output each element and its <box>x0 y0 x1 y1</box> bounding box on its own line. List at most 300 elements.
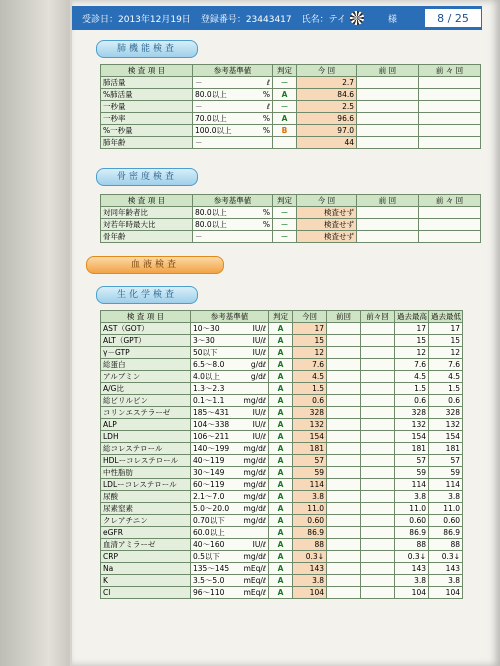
reference-unit: mg/dℓ <box>243 467 266 477</box>
previous-result <box>357 137 419 149</box>
before-previous-result <box>361 539 395 551</box>
reference-range: 4.0以上 <box>193 371 220 381</box>
previous-result <box>327 431 361 443</box>
reference-value <box>191 563 269 575</box>
patient-name: 氏名：テイ <box>301 14 346 25</box>
previous-result <box>327 491 361 503</box>
current-result: 0.3↓ <box>293 551 327 563</box>
reference-range: 40～119 <box>193 455 225 465</box>
current-result: 97.0 <box>297 125 357 137</box>
highest-result: 57 <box>395 455 429 467</box>
current-result: 1.5 <box>293 383 327 395</box>
before-previous-result <box>361 407 395 419</box>
judgement: A <box>269 443 293 455</box>
table-row <box>101 407 463 419</box>
before-previous-result <box>361 587 395 599</box>
highest-result: 4.5 <box>395 371 429 383</box>
reference-value <box>191 359 269 371</box>
test-item: %一秒量 <box>101 125 193 137</box>
before-previous-result <box>361 419 395 431</box>
reference-range: 0.1～1.1 <box>193 395 225 405</box>
test-item: 一秒率 <box>101 113 193 125</box>
reference-value <box>191 431 269 443</box>
previous-result <box>327 539 361 551</box>
current-result: 57 <box>293 455 327 467</box>
biochemistry-table <box>100 310 463 599</box>
column-header: 検 査 項 目 <box>101 195 193 207</box>
table-row <box>101 395 463 407</box>
judgement: － <box>273 101 297 113</box>
reference-range: 135～145 <box>193 563 230 573</box>
previous-result <box>357 89 419 101</box>
current-result: 検査せず <box>297 219 357 231</box>
previous-result <box>357 113 419 125</box>
before-previous-result <box>419 89 481 101</box>
highest-result: 7.6 <box>395 359 429 371</box>
before-previous-result <box>361 371 395 383</box>
current-result: 0.60 <box>293 515 327 527</box>
lowest-result: 4.5 <box>429 371 463 383</box>
reference-range: 3～30 <box>193 335 215 345</box>
before-previous-result <box>361 491 395 503</box>
reference-unit: IU/ℓ <box>252 347 266 357</box>
judgement: A <box>269 551 293 563</box>
lowest-result: 57 <box>429 455 463 467</box>
lowest-result: 154 <box>429 431 463 443</box>
lowest-result: 12 <box>429 347 463 359</box>
test-item: 総蛋白 <box>101 359 191 371</box>
highest-result: 132 <box>395 419 429 431</box>
reference-unit: g/dℓ <box>250 359 266 369</box>
test-item: 肺年齢 <box>101 137 193 149</box>
test-item: A/G比 <box>101 383 191 395</box>
column-header: 今 回 <box>297 65 357 77</box>
judgement: A <box>269 419 293 431</box>
current-result: 4.5 <box>293 371 327 383</box>
judgement: A <box>269 491 293 503</box>
before-previous-result <box>361 323 395 335</box>
judgement: A <box>273 89 297 101</box>
reference-value <box>191 515 269 527</box>
bone-density-table <box>100 194 481 243</box>
judgement: A <box>269 431 293 443</box>
lowest-result: 132 <box>429 419 463 431</box>
page-header <box>72 6 482 30</box>
test-item: 尿素窒素 <box>101 503 191 515</box>
reference-range: 80.0以上 <box>195 89 227 99</box>
judgement: A <box>269 407 293 419</box>
reference-value <box>191 407 269 419</box>
test-item: 総コレステロール <box>101 443 191 455</box>
reference-unit: % <box>262 219 270 229</box>
table-row <box>101 419 463 431</box>
before-previous-result <box>361 575 395 587</box>
reference-range: 0.70以下 <box>193 515 225 525</box>
current-result: 86.9 <box>293 527 327 539</box>
before-previous-result <box>361 359 395 371</box>
reference-unit: % <box>262 113 270 123</box>
test-item: クレアチニン <box>101 515 191 527</box>
judgement: A <box>273 113 297 125</box>
column-header: 今 回 <box>297 195 357 207</box>
lowest-result: 11.0 <box>429 503 463 515</box>
table-row <box>101 551 463 563</box>
current-result: 7.6 <box>293 359 327 371</box>
current-result: 132 <box>293 419 327 431</box>
before-previous-result <box>361 551 395 563</box>
previous-result <box>357 77 419 89</box>
highest-result: 12 <box>395 347 429 359</box>
before-previous-result <box>361 395 395 407</box>
reference-unit: IU/ℓ <box>252 407 266 417</box>
lowest-result: 114 <box>429 479 463 491</box>
previous-result <box>327 323 361 335</box>
reference-unit: IU/ℓ <box>252 431 266 441</box>
test-item: LDLーコレステロール <box>101 479 191 491</box>
registration-number: 登録番号：23443417 <box>200 14 292 25</box>
test-item: CRP <box>101 551 191 563</box>
reference-unit: mg/dℓ <box>243 479 266 489</box>
reference-value <box>193 89 273 101</box>
column-header: 参考基準値 <box>193 195 273 207</box>
reference-unit: mg/dℓ <box>243 443 266 453</box>
highest-result: 3.8 <box>395 491 429 503</box>
reference-range: 185～431 <box>193 407 230 417</box>
previous-result <box>327 563 361 575</box>
lowest-result: 17 <box>429 323 463 335</box>
test-item: 対若年時最大比 <box>101 219 193 231</box>
test-item: ALT（GPT） <box>101 335 191 347</box>
judgement: A <box>269 383 293 395</box>
table-row <box>101 467 463 479</box>
reference-range: 60～119 <box>193 479 225 489</box>
previous-result <box>327 419 361 431</box>
test-item: 一秒量 <box>101 101 193 113</box>
lowest-result: 86.9 <box>429 527 463 539</box>
table-row <box>101 575 463 587</box>
table-row <box>101 563 463 575</box>
test-item: Na <box>101 563 191 575</box>
reference-range: 1.3～2.3 <box>193 383 225 393</box>
test-item: 肺活量 <box>101 77 193 89</box>
column-header: 前 々 回 <box>419 195 481 207</box>
before-previous-result <box>361 527 395 539</box>
before-previous-result <box>361 455 395 467</box>
table-row <box>101 515 463 527</box>
highest-result: 17 <box>395 323 429 335</box>
reference-unit: % <box>262 125 270 135</box>
reference-range: 6.5～8.0 <box>193 359 225 369</box>
reference-unit: IU/ℓ <box>252 323 266 333</box>
test-item: Cl <box>101 587 191 599</box>
table-row <box>101 101 481 113</box>
lung-function-table <box>100 64 481 149</box>
reference-value <box>191 527 269 539</box>
table-row <box>101 347 463 359</box>
reference-range: 3.5～5.0 <box>193 575 225 585</box>
judgement: A <box>269 347 293 359</box>
current-result: 15 <box>293 335 327 347</box>
reference-unit: IU/ℓ <box>252 335 266 345</box>
page-number: 8 / 25 <box>424 8 482 28</box>
highest-result: 154 <box>395 431 429 443</box>
current-result: 0.6 <box>293 395 327 407</box>
reference-value <box>191 383 269 395</box>
judgement: A <box>269 359 293 371</box>
reference-range: 50以下 <box>193 347 218 357</box>
test-item: アルブミン <box>101 371 191 383</box>
current-result: 181 <box>293 443 327 455</box>
highest-result: 328 <box>395 407 429 419</box>
highest-result: 88 <box>395 539 429 551</box>
highest-result: 0.3↓ <box>395 551 429 563</box>
column-header: 前 回 <box>357 65 419 77</box>
previous-result <box>327 575 361 587</box>
reference-unit: IU/ℓ <box>252 539 266 549</box>
lowest-result: 3.8 <box>429 491 463 503</box>
reference-range: 40～160 <box>193 539 225 549</box>
lowest-result: 0.6 <box>429 395 463 407</box>
judgement: A <box>269 587 293 599</box>
reference-value <box>191 323 269 335</box>
highest-result: 59 <box>395 467 429 479</box>
test-item: 血清アミラーゼ <box>101 539 191 551</box>
judgement: A <box>269 539 293 551</box>
reference-value <box>191 503 269 515</box>
current-result: 12 <box>293 347 327 359</box>
previous-result <box>327 443 361 455</box>
reference-range: － <box>195 137 203 147</box>
previous-result <box>327 587 361 599</box>
reference-range: 140～199 <box>193 443 230 453</box>
before-previous-result <box>419 113 481 125</box>
test-item: AST（GOT） <box>101 323 191 335</box>
table-row <box>101 527 463 539</box>
reference-unit: g/dℓ <box>250 371 266 381</box>
judgement: A <box>269 467 293 479</box>
previous-result <box>357 231 419 243</box>
previous-result <box>327 551 361 563</box>
previous-result <box>357 125 419 137</box>
table-row <box>101 503 463 515</box>
current-result: 3.8 <box>293 491 327 503</box>
before-previous-result <box>361 347 395 359</box>
current-result: 328 <box>293 407 327 419</box>
stamp-icon <box>350 11 364 25</box>
reference-value <box>193 125 273 137</box>
reference-range: 106～211 <box>193 431 230 441</box>
reference-unit: mg/dℓ <box>243 515 266 525</box>
current-result: 59 <box>293 467 327 479</box>
chem-section-title: 生化学検査 <box>96 286 198 304</box>
test-item: 対同年齢者比 <box>101 207 193 219</box>
judgement: A <box>269 455 293 467</box>
column-header: 判定 <box>269 311 293 323</box>
previous-result <box>327 347 361 359</box>
previous-page-edge <box>0 0 70 666</box>
before-previous-result <box>361 503 395 515</box>
reference-value <box>191 347 269 359</box>
judgement: A <box>269 335 293 347</box>
previous-result <box>357 101 419 113</box>
highest-result: 114 <box>395 479 429 491</box>
reference-value <box>191 479 269 491</box>
column-header: 参考基準値 <box>191 311 269 323</box>
current-result: 3.8 <box>293 575 327 587</box>
test-item: γ－GTP <box>101 347 191 359</box>
previous-result <box>327 371 361 383</box>
table-row <box>101 125 481 137</box>
highest-result: 86.9 <box>395 527 429 539</box>
judgement: － <box>273 231 297 243</box>
table-row <box>101 137 481 149</box>
column-header: 今回 <box>293 311 327 323</box>
current-result: 11.0 <box>293 503 327 515</box>
reference-value <box>191 587 269 599</box>
judgement: A <box>269 563 293 575</box>
judgement <box>273 137 297 149</box>
lowest-result: 59 <box>429 467 463 479</box>
reference-value <box>191 455 269 467</box>
judgement: A <box>269 395 293 407</box>
lowest-result: 7.6 <box>429 359 463 371</box>
previous-result <box>327 515 361 527</box>
current-result: 84.6 <box>297 89 357 101</box>
reference-value <box>193 219 273 231</box>
reference-range: 80.0以上 <box>195 219 227 229</box>
reference-value <box>191 467 269 479</box>
previous-result <box>327 503 361 515</box>
current-result: 2.7 <box>297 77 357 89</box>
reference-unit: IU/ℓ <box>252 419 266 429</box>
table-row <box>101 89 481 101</box>
reference-range: 104～338 <box>193 419 230 429</box>
reference-range: 2.1～7.0 <box>193 491 225 501</box>
current-result: 検査せず <box>297 231 357 243</box>
before-previous-result <box>419 207 481 219</box>
previous-result <box>327 359 361 371</box>
reference-range: 60.0以上 <box>193 527 225 537</box>
reference-range: 80.0以上 <box>195 207 227 217</box>
before-previous-result <box>361 335 395 347</box>
reference-unit: mEq/ℓ <box>243 563 266 573</box>
judgement: B <box>273 125 297 137</box>
reference-unit: mEq/ℓ <box>243 587 266 597</box>
previous-result <box>327 479 361 491</box>
previous-result <box>327 455 361 467</box>
table-row <box>101 491 463 503</box>
test-item: 骨年齢 <box>101 231 193 243</box>
column-header: 前回 <box>327 311 361 323</box>
reference-unit: mg/dℓ <box>243 551 266 561</box>
previous-result <box>327 335 361 347</box>
column-header: 検 査 項 目 <box>101 65 193 77</box>
previous-result <box>327 383 361 395</box>
column-header: 判定 <box>273 65 297 77</box>
current-result: 88 <box>293 539 327 551</box>
highest-result: 104 <box>395 587 429 599</box>
reference-range: － <box>195 77 203 87</box>
current-result: 104 <box>293 587 327 599</box>
reference-value <box>191 551 269 563</box>
lowest-result: 181 <box>429 443 463 455</box>
reference-unit: mg/dℓ <box>243 503 266 513</box>
judgement: A <box>269 323 293 335</box>
reference-range: 10～30 <box>193 323 220 333</box>
test-item: K <box>101 575 191 587</box>
table-row <box>101 207 481 219</box>
test-item: HDLーコレステロール <box>101 455 191 467</box>
lung-section-title: 肺機能検査 <box>96 40 198 58</box>
reference-unit: ℓ <box>266 101 270 111</box>
judgement: A <box>269 527 293 539</box>
lowest-result: 88 <box>429 539 463 551</box>
table-row <box>101 359 463 371</box>
column-header: 過去最低 <box>429 311 463 323</box>
highest-result: 15 <box>395 335 429 347</box>
reference-unit: mg/dℓ <box>243 455 266 465</box>
before-previous-result <box>361 443 395 455</box>
before-previous-result <box>419 219 481 231</box>
before-previous-result <box>361 563 395 575</box>
highest-result: 0.60 <box>395 515 429 527</box>
table-row <box>101 113 481 125</box>
table-row <box>101 383 463 395</box>
test-item: %肺活量 <box>101 89 193 101</box>
column-header: 参考基準値 <box>193 65 273 77</box>
judgement: A <box>269 371 293 383</box>
test-item: eGFR <box>101 527 191 539</box>
before-previous-result <box>361 383 395 395</box>
reference-value <box>191 419 269 431</box>
test-item: 中性脂肪 <box>101 467 191 479</box>
previous-result <box>327 527 361 539</box>
lowest-result: 0.60 <box>429 515 463 527</box>
current-result: 44 <box>297 137 357 149</box>
previous-result <box>327 407 361 419</box>
previous-result <box>357 219 419 231</box>
table-row <box>101 587 463 599</box>
reference-range: 96～110 <box>193 587 225 597</box>
before-previous-result <box>419 125 481 137</box>
before-previous-result <box>361 431 395 443</box>
reference-unit: mg/dℓ <box>243 395 266 405</box>
column-header: 前 々 回 <box>419 65 481 77</box>
reference-range: 0.5以下 <box>193 551 220 561</box>
lowest-result: 143 <box>429 563 463 575</box>
reference-value <box>193 77 273 89</box>
lowest-result: 3.8 <box>429 575 463 587</box>
current-result: 143 <box>293 563 327 575</box>
column-header: 過去最高 <box>395 311 429 323</box>
current-result: 検査せず <box>297 207 357 219</box>
current-result: 2.5 <box>297 101 357 113</box>
reference-unit: % <box>262 89 270 99</box>
test-item: 総ビリルビン <box>101 395 191 407</box>
reference-value <box>193 207 273 219</box>
reference-unit: % <box>262 207 270 217</box>
table-row <box>101 539 463 551</box>
lowest-result: 0.3↓ <box>429 551 463 563</box>
current-result: 154 <box>293 431 327 443</box>
blood-section-title: 血液検査 <box>86 256 224 274</box>
reference-value <box>191 575 269 587</box>
lowest-result: 328 <box>429 407 463 419</box>
lowest-result: 104 <box>429 587 463 599</box>
test-item: ALP <box>101 419 191 431</box>
table-row <box>101 479 463 491</box>
exam-date: 受診日：2013年12月19日 <box>82 14 191 25</box>
